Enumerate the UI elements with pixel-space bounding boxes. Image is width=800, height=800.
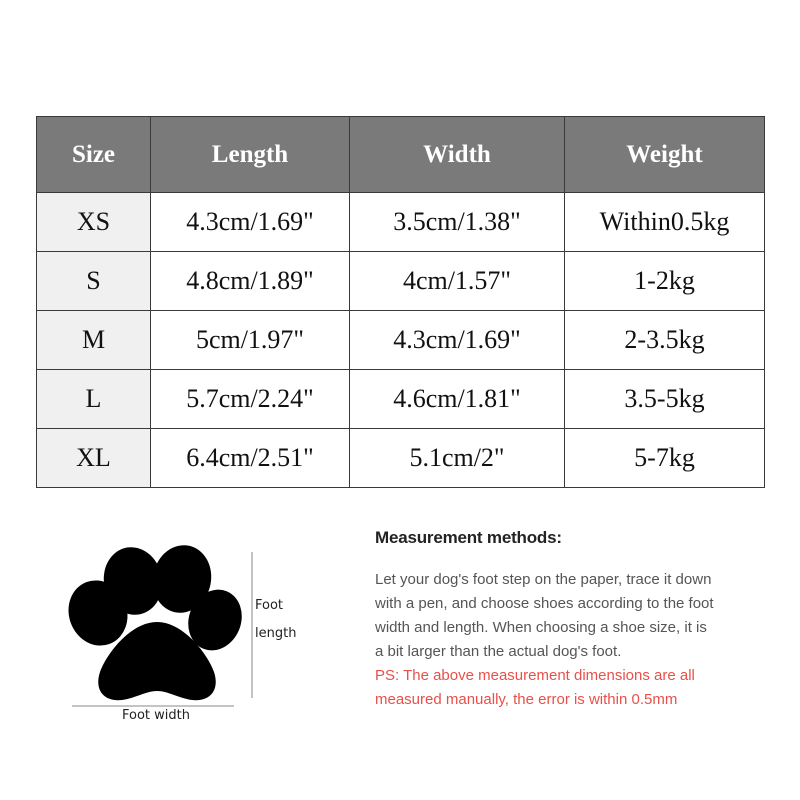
weight-cell: 1-2kg [565, 252, 765, 311]
header-width: Width [350, 117, 565, 193]
foot-length-label-line1: Foot [255, 598, 284, 613]
header-size: Size [37, 117, 151, 193]
size-chart-table [36, 116, 765, 488]
table-row [37, 311, 765, 370]
measurement-note: PS: The above measurement dimensions are all measured manually, the error is within 0.5mm [375, 667, 695, 708]
table-header-row [37, 117, 765, 193]
length-cell: 4.8cm/1.89" [151, 252, 350, 311]
weight-cell: 5-7kg [565, 429, 765, 488]
size-cell: S [37, 252, 151, 311]
weight-cell: 3.5-5kg [565, 370, 765, 429]
foot-length-label-line2: length [255, 626, 297, 641]
width-cell: 5.1cm/2" [350, 429, 565, 488]
table-row [37, 429, 765, 488]
table-row [37, 252, 765, 311]
size-cell: XL [37, 429, 151, 488]
width-cell: 4cm/1.57" [350, 252, 565, 311]
width-cell: 3.5cm/1.38" [350, 193, 565, 252]
header-weight: Weight [565, 117, 765, 193]
weight-cell: Within0.5kg [565, 193, 765, 252]
length-cell: 4.3cm/1.69" [151, 193, 350, 252]
foot-length-label [255, 592, 305, 648]
measurement-methods [375, 528, 715, 712]
size-cell: M [37, 311, 151, 370]
size-cell: L [37, 370, 151, 429]
width-cell: 4.3cm/1.69" [350, 311, 565, 370]
foot-width-label: Foot width [122, 708, 190, 723]
paw-measurement-diagram [60, 540, 320, 740]
header-length: Length [151, 117, 350, 193]
length-cell: 5cm/1.97" [151, 311, 350, 370]
length-cell: 5.7cm/2.24" [151, 370, 350, 429]
size-cell: XS [37, 193, 151, 252]
length-cell: 6.4cm/2.51" [151, 429, 350, 488]
measurement-body: Let your dog's foot step on the paper, trace it down with a pen, and choose shoes according to the foot width and length. When choosing a shoe size, it is a bit larger than the actual dog's foot. [375, 571, 714, 660]
width-cell: 4.6cm/1.81" [350, 370, 565, 429]
measurement-title: Measurement methods: [375, 528, 562, 547]
table-row [37, 193, 765, 252]
table-row [37, 370, 765, 429]
weight-cell: 2-3.5kg [565, 311, 765, 370]
